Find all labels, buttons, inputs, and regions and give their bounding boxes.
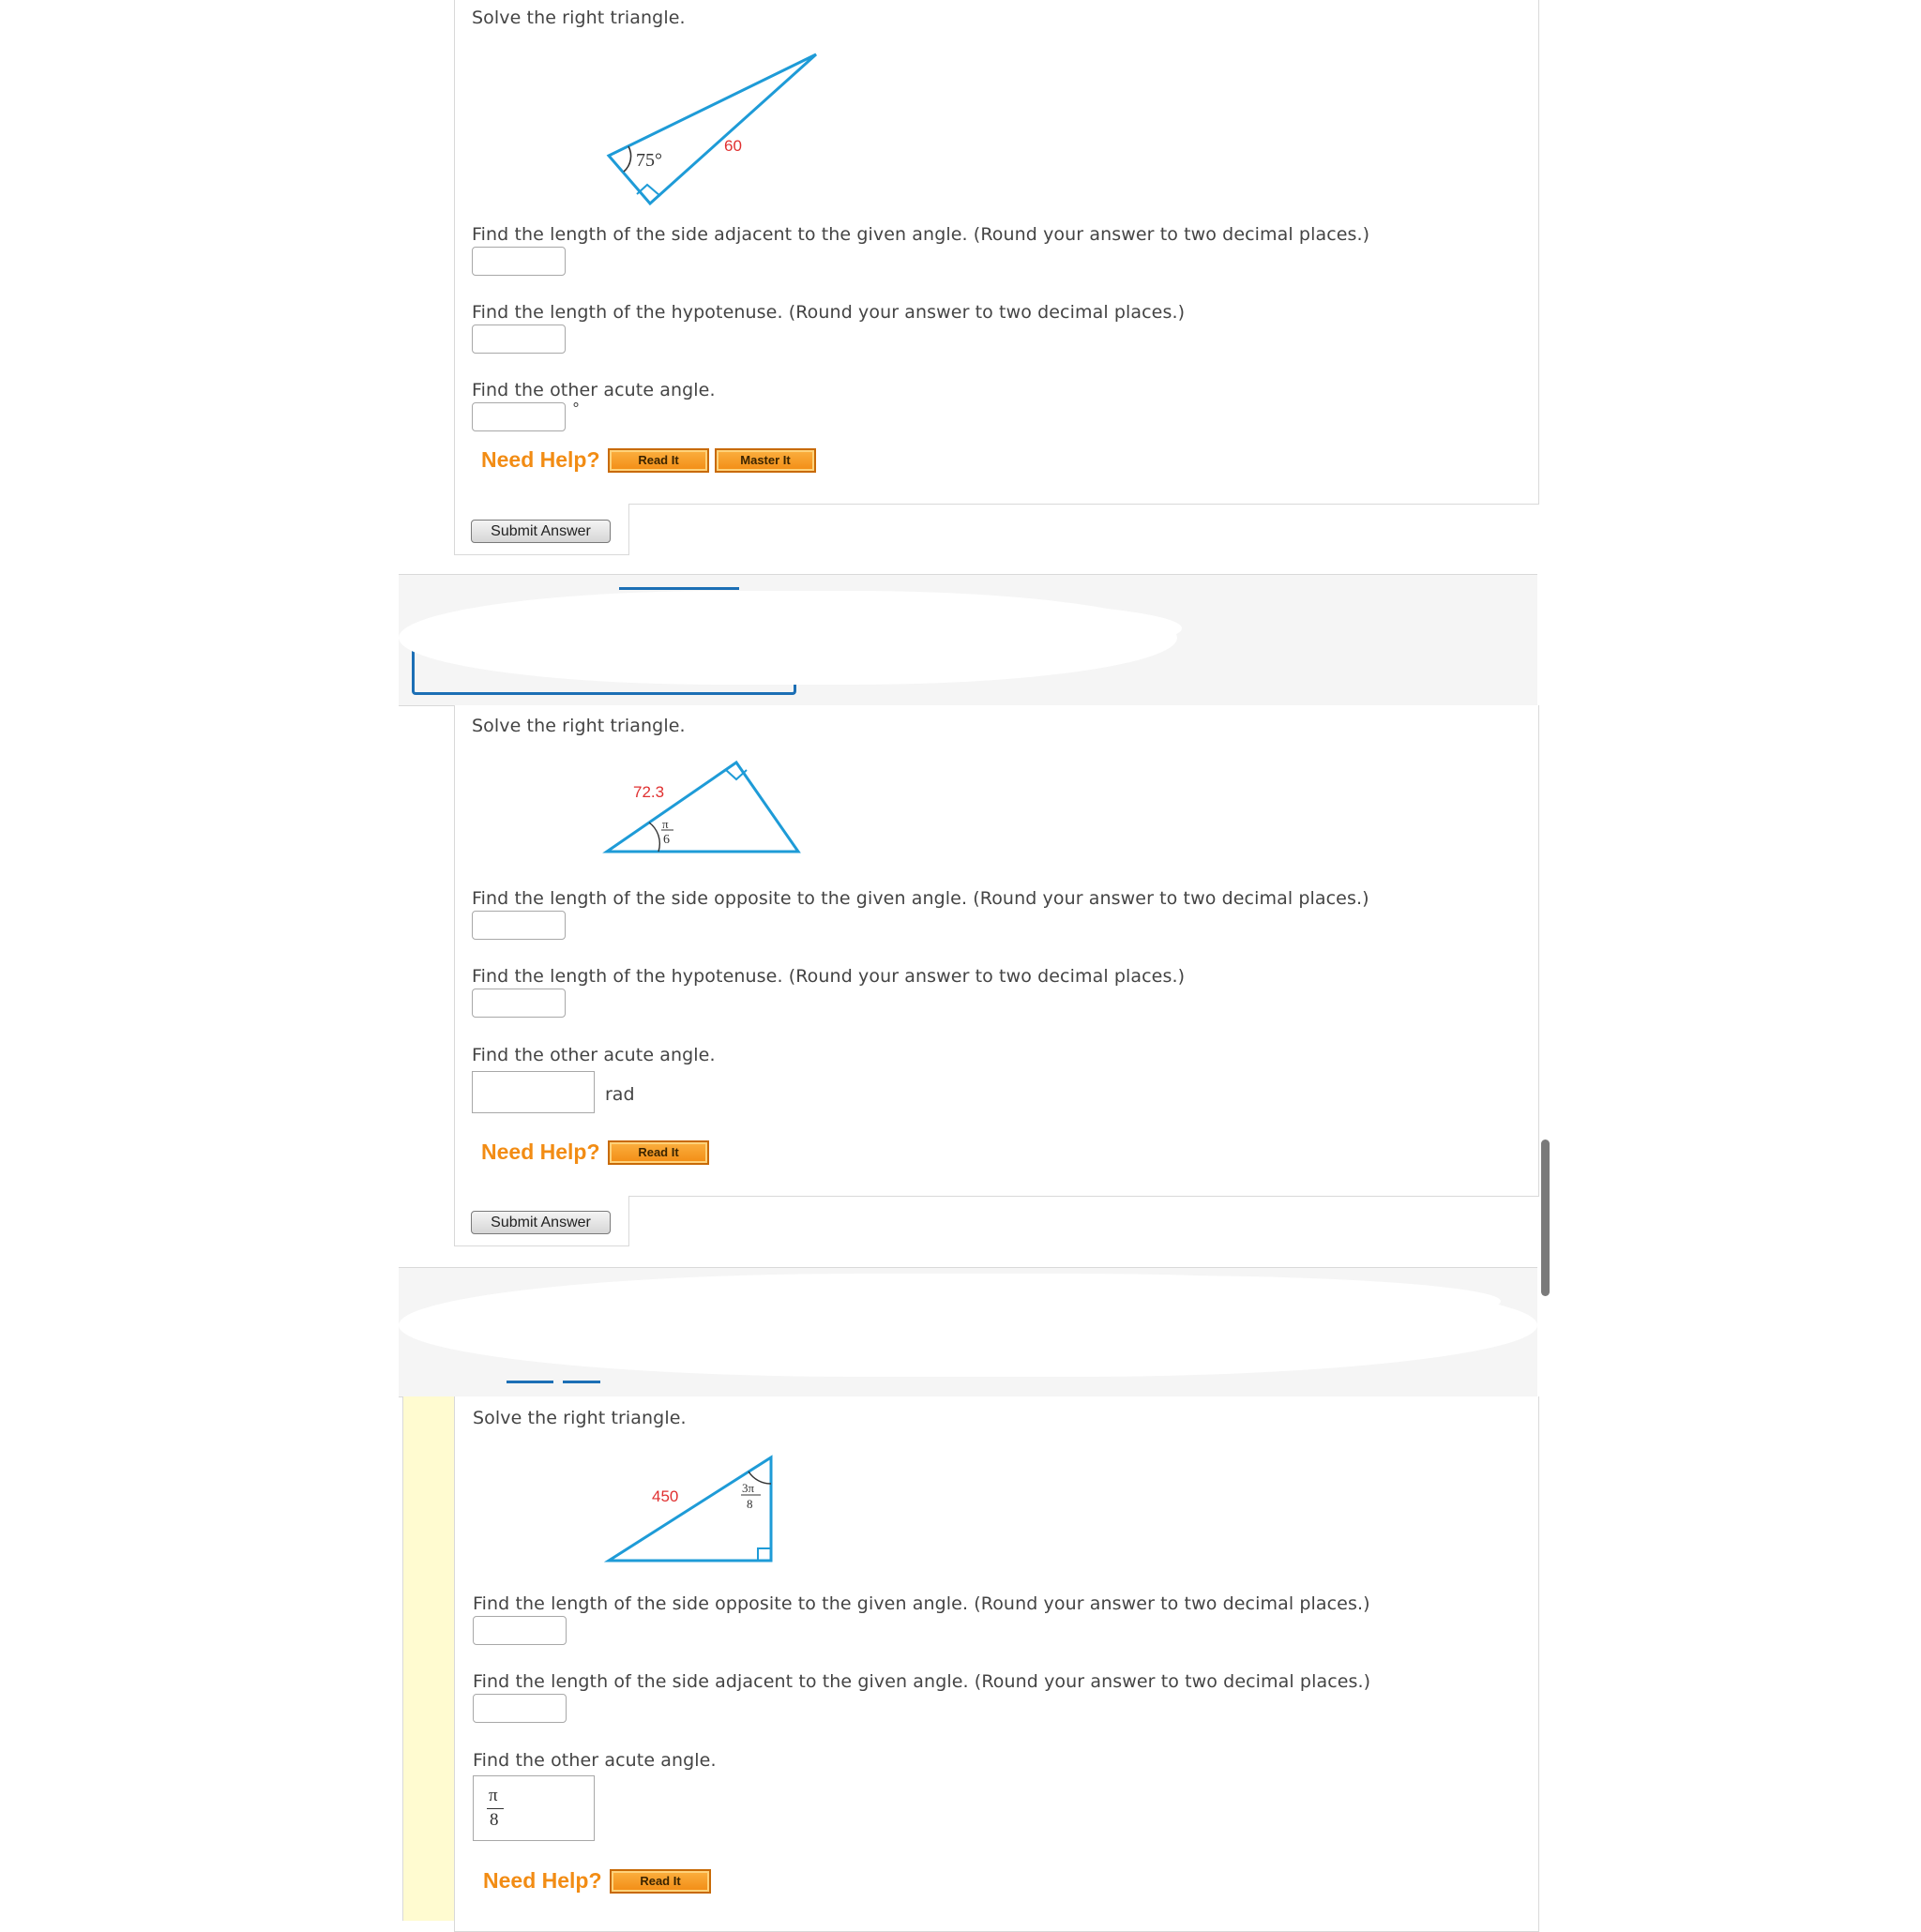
obscured-tab-fragment-a (507, 1381, 553, 1383)
obscured-tab-fragment-b (563, 1381, 600, 1383)
problem-1-hypotenuse-input[interactable] (472, 325, 566, 354)
problem-3-triangle-figure (591, 1449, 779, 1566)
problem-1-submit-button[interactable]: Submit Answer (471, 520, 611, 543)
answer-fraction-den: 8 (490, 1810, 499, 1830)
problem-2-question-2: Find the length of the hypotenuse. (Round your answer to two decimal places.) (472, 966, 1186, 987)
problem-3-question-1: Find the length of the side opposite to the given angle. (Round your answer to two decimal places.) (473, 1593, 1370, 1614)
angle-label-75: 75° (636, 150, 662, 171)
degree-unit: ° (572, 400, 580, 417)
problem-2-instruction: Solve the right triangle. (472, 716, 686, 736)
problem-3-angle-answer-box[interactable] (473, 1775, 595, 1841)
problem-2-need-help: Need Help? (481, 1140, 600, 1164)
problem-3-adjacent-input[interactable] (473, 1694, 567, 1723)
problem-1-adjacent-input[interactable] (472, 247, 566, 276)
problem-1-question-3: Find the other acute angle. (472, 380, 716, 400)
side-label-450: 450 (652, 1487, 679, 1505)
redaction-blob-2b (807, 1275, 1501, 1327)
right-angle-mark-3 (758, 1548, 771, 1561)
problem-2-question-1: Find the length of the side opposite to the given angle. (Round your answer to two decimal places.) (472, 888, 1369, 909)
problem-1-question-1: Find the length of the side adjacent to the given angle. (Round your answer to two decimal places.) (472, 224, 1370, 245)
rad-unit: rad (605, 1084, 635, 1105)
angle-num-2: π (662, 817, 669, 831)
problem-1-angle-input[interactable] (472, 402, 566, 431)
answer-fraction-bar (487, 1808, 504, 1809)
side-label-72-3: 72.3 (633, 783, 665, 801)
angle-arc-1 (624, 146, 631, 172)
answer-fraction-num: π (489, 1786, 498, 1805)
problem-3-read-it-button[interactable]: Read It (610, 1869, 711, 1894)
obscured-tab-top (619, 587, 739, 590)
angle-num-3: 3π (742, 1481, 755, 1495)
triangle-2 (607, 762, 798, 852)
problem-1-question-2: Find the length of the hypotenuse. (Round your answer to two decimal places.) (472, 302, 1186, 323)
problem-3-need-help: Need Help? (483, 1868, 602, 1893)
problem-2-triangle-figure (591, 755, 807, 858)
problem-2-opposite-input[interactable] (472, 911, 566, 940)
scrollbar-thumb[interactable] (1541, 1140, 1550, 1296)
problem-3-instruction: Solve the right triangle. (473, 1408, 687, 1428)
angle-arc-2 (649, 823, 659, 852)
problem-1-master-it-button[interactable]: Master It (715, 448, 816, 473)
problem-2-hypotenuse-input[interactable] (472, 989, 566, 1018)
problem-2-angle-input[interactable] (472, 1071, 595, 1113)
problem-2-question-3: Find the other acute angle. (472, 1045, 716, 1065)
triangle-1 (609, 54, 816, 204)
problem-3-question-2: Find the length of the side adjacent to the given angle. (Round your answer to two decimal places.) (473, 1671, 1371, 1692)
problem-3-question-3: Find the other acute angle. (473, 1750, 717, 1771)
problem-2-submit-button[interactable]: Submit Answer (471, 1211, 611, 1234)
problem-1-read-it-button[interactable]: Read It (608, 448, 709, 473)
redaction-blob-1b (657, 600, 1182, 657)
problem-3-opposite-input[interactable] (473, 1616, 567, 1645)
problem-1-triangle-figure (591, 47, 835, 216)
angle-den-3: 8 (747, 1497, 753, 1511)
problem-2-read-it-button[interactable]: Read It (608, 1140, 709, 1165)
problem-1-need-help: Need Help? (481, 447, 600, 472)
answered-highlight-strip (402, 1396, 455, 1921)
angle-den-2: 6 (663, 833, 670, 847)
problem-1-instruction: Solve the right triangle. (472, 8, 686, 28)
side-label-60: 60 (724, 137, 742, 155)
